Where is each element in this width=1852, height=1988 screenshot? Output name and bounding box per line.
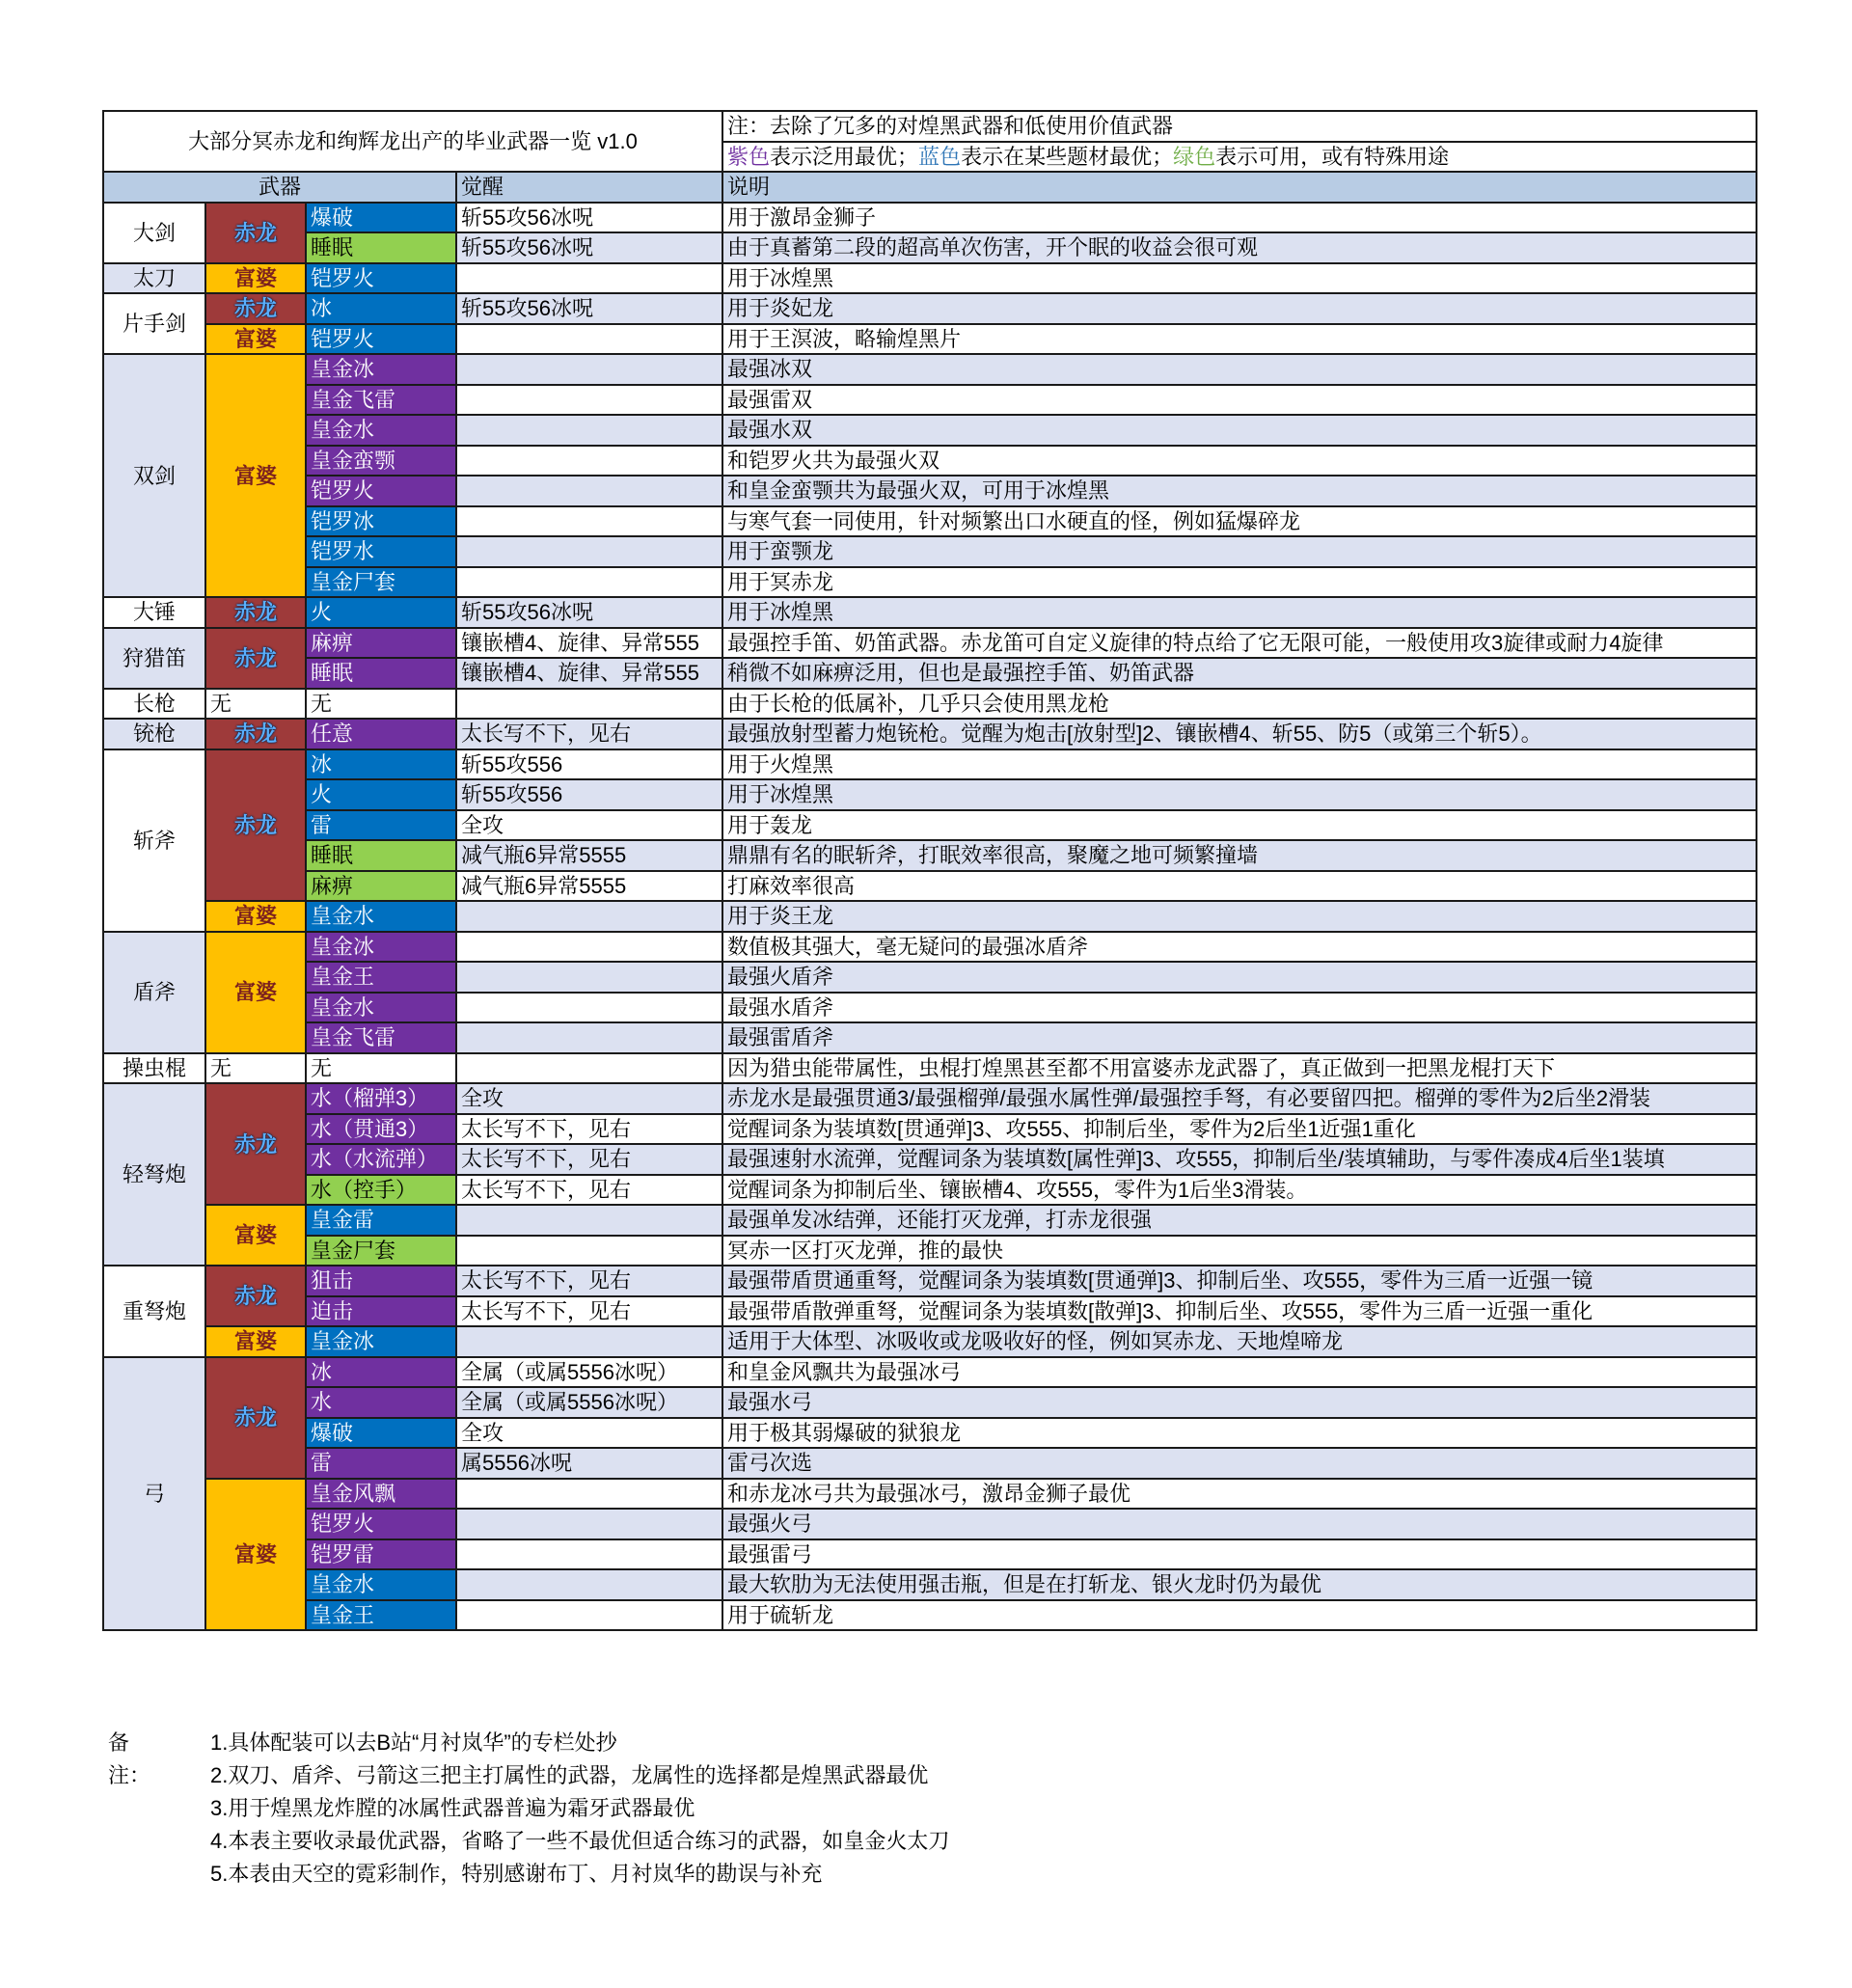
description-cell: 用于激昂金狮子 (722, 203, 1757, 233)
legend-purple-text: 表示泛用最优； (770, 144, 919, 169)
awakening-cell (456, 263, 722, 294)
awakening-cell: 减气瓶6异常5555 (456, 871, 722, 902)
weapon-type-cell: 操虫棍 (103, 1053, 205, 1084)
weapon-row (103, 901, 1757, 932)
column-header-awakening: 觉醒 (456, 172, 722, 203)
weapon-row (103, 1114, 1757, 1145)
description-cell: 用于冰煌黑 (722, 263, 1757, 294)
description-cell: 最强水弓 (722, 1387, 1757, 1418)
element-cell: 冰 (306, 293, 456, 324)
weapon-row (103, 1236, 1757, 1266)
description-cell: 最强雷盾斧 (722, 1022, 1757, 1053)
weapon-row (103, 476, 1757, 506)
element-cell: 麻痹 (306, 628, 456, 659)
weapon-row (103, 1539, 1757, 1570)
description-cell: 由于长枪的低属补，几乎只会使用黑龙枪 (722, 689, 1757, 720)
description-cell: 用于硫斩龙 (722, 1600, 1757, 1631)
source-cell: 无 (205, 1053, 306, 1084)
description-cell: 鼎鼎有名的眠斩斧，打眠效率很高，聚魔之地可频繁撞墙 (722, 840, 1757, 871)
awakening-cell: 镶嵌槽4、旋律、异常555 (456, 658, 722, 689)
source-cell: 富婆 (205, 932, 306, 1053)
element-cell: 雷 (306, 810, 456, 841)
element-cell: 爆破 (306, 203, 456, 233)
element-cell: 皇金水 (306, 415, 456, 446)
description-cell: 和赤龙冰弓共为最强冰弓，激昂金狮子最优 (722, 1479, 1757, 1510)
description-cell: 最强带盾贯通重弩，觉醒词条为装填数[贯通弹]3、抑制后坐、攻555，零件为三盾一近强一镜 (722, 1266, 1757, 1296)
awakening-cell (456, 1569, 722, 1600)
description-cell: 用于极其弱爆破的狱狼龙 (722, 1418, 1757, 1449)
weapon-row (103, 993, 1757, 1023)
element-cell: 皇金水 (306, 1569, 456, 1600)
source-cell: 富婆 (205, 1205, 306, 1266)
weapon-type-cell: 重弩炮 (103, 1266, 205, 1357)
legend-purple-word: 紫色 (727, 144, 771, 169)
awakening-cell (456, 1479, 722, 1510)
awakening-cell: 全属（或属5556冰呪） (456, 1357, 722, 1388)
weapon-row (103, 628, 1757, 659)
awakening-cell (456, 901, 722, 932)
awakening-cell (456, 689, 722, 720)
awakening-cell (456, 1236, 722, 1266)
column-header-weapon: 武器 (103, 172, 456, 203)
description-cell: 赤龙水是最强贯通3/最强榴弹/最强水属性弹/最强控手弩，有必要留四把。榴弹的零件为2后坐2滑装 (722, 1083, 1757, 1114)
weapon-row (103, 1509, 1757, 1539)
weapon-row (103, 567, 1757, 598)
element-cell: 睡眠 (306, 658, 456, 689)
element-cell: 皇金风飘 (306, 1479, 456, 1510)
description-cell: 最强火盾斧 (722, 962, 1757, 993)
weapon-type-cell: 狩猎笛 (103, 628, 205, 689)
weapon-row (103, 1326, 1757, 1357)
awakening-cell (456, 385, 722, 416)
weapon-row (103, 1205, 1757, 1236)
description-cell: 适用于大体型、冰吸收或龙吸收好的怪，例如冥赤龙、天地煌啼龙 (722, 1326, 1757, 1357)
description-cell: 与寒气套一同使用，针对频繁出口水硬直的怪，例如猛爆碎龙 (722, 506, 1757, 537)
element-cell: 铠罗火 (306, 1509, 456, 1539)
weapon-row (103, 263, 1757, 294)
awakening-cell (456, 476, 722, 506)
element-cell: 雷 (306, 1448, 456, 1479)
source-cell: 富婆 (205, 263, 306, 294)
weapon-row (103, 385, 1757, 416)
awakening-cell: 全攻 (456, 810, 722, 841)
color-legend (722, 142, 1757, 173)
source-cell: 赤龙 (205, 1357, 306, 1479)
description-cell: 用于炎妃龙 (722, 293, 1757, 324)
awakening-cell (456, 324, 722, 355)
awakening-cell (456, 567, 722, 598)
element-cell: 铠罗水 (306, 536, 456, 567)
awakening-cell (456, 536, 722, 567)
column-header-description: 说明 (722, 172, 1757, 203)
weapon-row (103, 871, 1757, 902)
description-cell: 用于轰龙 (722, 810, 1757, 841)
element-cell: 迫击 (306, 1296, 456, 1327)
weapon-row (103, 1266, 1757, 1296)
footnote-label: 备注： (108, 1730, 151, 1787)
weapon-row (103, 810, 1757, 841)
element-cell: 皇金冰 (306, 1326, 456, 1357)
weapon-type-cell: 斩斧 (103, 749, 205, 932)
awakening-cell: 斩55攻56冰呪 (456, 597, 722, 628)
description-cell: 稍微不如麻痹泛用，但也是最强控手笛、奶笛武器 (722, 658, 1757, 689)
source-cell: 富婆 (205, 1326, 306, 1357)
weapon-sheet (102, 110, 1756, 1631)
element-cell: 狙击 (306, 1266, 456, 1296)
awakening-cell: 斩55攻556 (456, 749, 722, 780)
weapon-row (103, 1053, 1757, 1084)
awakening-cell: 全属（或属5556冰呪） (456, 1387, 722, 1418)
footnote-item: 3.用于煌黑龙炸膛的冰属性武器普遍为霜牙武器最优 (210, 1796, 695, 1820)
weapon-row (103, 840, 1757, 871)
weapon-row (103, 597, 1757, 628)
element-cell: 水（榴弹3） (306, 1083, 456, 1114)
element-cell: 无 (306, 689, 456, 720)
element-cell: 皇金冰 (306, 354, 456, 385)
weapon-row (103, 1600, 1757, 1631)
element-cell: 铠罗火 (306, 324, 456, 355)
weapon-row (103, 324, 1757, 355)
source-cell: 赤龙 (205, 628, 306, 689)
footnote-item: 1.具体配装可以去B站“月衬岚华”的专栏处抄 (210, 1730, 617, 1755)
element-cell: 麻痹 (306, 871, 456, 902)
weapon-row (103, 689, 1757, 720)
element-cell: 水（控手） (306, 1175, 456, 1206)
source-cell: 富婆 (205, 354, 306, 597)
awakening-cell: 镶嵌槽4、旋律、异常555 (456, 628, 722, 659)
weapon-row (103, 1569, 1757, 1600)
weapon-row (103, 1387, 1757, 1418)
weapon-row (103, 1448, 1757, 1479)
awakening-cell: 太长写不下，见右 (456, 1296, 722, 1327)
awakening-cell (456, 446, 722, 477)
weapon-row (103, 446, 1757, 477)
weapon-type-cell: 长枪 (103, 689, 205, 720)
element-cell: 皇金王 (306, 1600, 456, 1631)
weapon-row (103, 354, 1757, 385)
legend-green-word: 绿色 (1173, 144, 1216, 169)
awakening-cell (456, 1600, 722, 1631)
weapon-type-cell: 弓 (103, 1357, 205, 1631)
weapon-row (103, 203, 1757, 233)
weapon-row (103, 749, 1757, 780)
weapon-row (103, 1175, 1757, 1206)
awakening-cell (456, 1509, 722, 1539)
description-cell: 和铠罗火共为最强火双 (722, 446, 1757, 477)
description-cell: 冥赤一区打灭龙弹，推的最快 (722, 1236, 1757, 1266)
footnote-item: 2.双刀、盾斧、弓箭这三把主打属性的武器，龙属性的选择都是煌黑武器最优 (210, 1763, 929, 1787)
source-cell: 富婆 (205, 901, 306, 932)
description-cell: 用于冰煌黑 (722, 597, 1757, 628)
awakening-cell (456, 932, 722, 963)
description-cell: 最强水盾斧 (722, 993, 1757, 1023)
description-cell: 和皇金风飘共为最强冰弓 (722, 1357, 1757, 1388)
description-cell: 打麻效率很高 (722, 871, 1757, 902)
weapon-row (103, 1418, 1757, 1449)
description-cell: 觉醒词条为抑制后坐、镶嵌槽4、攻555，零件为1后坐3滑装。 (722, 1175, 1757, 1206)
element-cell: 冰 (306, 749, 456, 780)
legend-blue-word: 蓝色 (918, 144, 962, 169)
description-cell: 最强带盾散弹重弩，觉醒词条为装填数[散弹]3、抑制后坐、攻555，零件为三盾一近强一重化 (722, 1296, 1757, 1327)
source-cell: 赤龙 (205, 1266, 306, 1326)
awakening-cell: 斩55攻56冰呪 (456, 232, 722, 263)
awakening-cell (456, 1205, 722, 1236)
description-cell: 最强控手笛、奶笛武器。赤龙笛可自定义旋律的特点给了它无限可能，一般使用攻3旋律或耐力4旋律 (722, 628, 1757, 659)
sheet-title: 大部分冥赤龙和绚辉龙出产的毕业武器一览 v1.0 (103, 111, 722, 172)
description-cell: 雷弓次选 (722, 1448, 1757, 1479)
legend-blue-text: 表示在某些题材最优； (961, 144, 1174, 169)
element-cell: 皇金飞雷 (306, 385, 456, 416)
weapon-type-cell: 铳枪 (103, 719, 205, 749)
description-cell: 用于炎王龙 (722, 901, 1757, 932)
weapon-row (103, 506, 1757, 537)
description-cell: 最强冰双 (722, 354, 1757, 385)
element-cell: 铠罗火 (306, 476, 456, 506)
awakening-cell (456, 1539, 722, 1570)
footnote-item: 5.本表由天空的霓彩制作，特别感谢布丁、月衬岚华的勘误与补充 (210, 1862, 823, 1886)
element-cell: 皇金王 (306, 962, 456, 993)
weapon-row (103, 232, 1757, 263)
weapon-row (103, 1083, 1757, 1114)
awakening-cell (456, 993, 722, 1023)
weapon-row (103, 658, 1757, 689)
element-cell: 皇金水 (306, 901, 456, 932)
description-cell: 最强雷弓 (722, 1539, 1757, 1570)
source-cell: 富婆 (205, 324, 306, 355)
awakening-cell (456, 354, 722, 385)
source-cell: 赤龙 (205, 749, 306, 902)
element-cell: 火 (306, 779, 456, 810)
element-cell: 铠罗雷 (306, 1539, 456, 1570)
weapon-row (103, 1022, 1757, 1053)
element-cell: 皇金蛮颚 (306, 446, 456, 477)
weapon-row (103, 1479, 1757, 1510)
description-cell: 由于真蓄第二段的超高单次伤害，开个眠的收益会很可观 (722, 232, 1757, 263)
source-cell: 富婆 (205, 1479, 306, 1631)
awakening-cell (456, 1053, 722, 1084)
description-cell: 觉醒词条为装填数[贯通弹]3、攻555、抑制后坐，零件为2后坐1近强1重化 (722, 1114, 1757, 1145)
source-cell: 赤龙 (205, 203, 306, 263)
awakening-cell: 斩55攻556 (456, 779, 722, 810)
element-cell: 铠罗冰 (306, 506, 456, 537)
weapon-type-cell: 盾斧 (103, 932, 205, 1053)
weapon-row (103, 1296, 1757, 1327)
description-cell: 用于冥赤龙 (722, 567, 1757, 598)
element-cell: 水 (306, 1387, 456, 1418)
awakening-cell: 斩55攻56冰呪 (456, 203, 722, 233)
weapon-type-cell: 轻弩炮 (103, 1083, 205, 1266)
element-cell: 睡眠 (306, 232, 456, 263)
description-cell: 最强火弓 (722, 1509, 1757, 1539)
description-cell: 最强雷双 (722, 385, 1757, 416)
element-cell: 皇金尸套 (306, 1236, 456, 1266)
element-cell: 冰 (306, 1357, 456, 1388)
source-cell: 赤龙 (205, 597, 306, 628)
element-cell: 火 (306, 597, 456, 628)
element-cell: 水（水流弹） (306, 1144, 456, 1175)
element-cell: 皇金雷 (306, 1205, 456, 1236)
awakening-cell (456, 962, 722, 993)
weapon-row (103, 293, 1757, 324)
element-cell: 皇金飞雷 (306, 1022, 456, 1053)
element-cell: 皇金水 (306, 993, 456, 1023)
awakening-cell: 全攻 (456, 1083, 722, 1114)
weapon-type-cell: 双剑 (103, 354, 205, 597)
weapon-table (102, 110, 1757, 1631)
element-cell: 皇金冰 (306, 932, 456, 963)
element-cell: 睡眠 (306, 840, 456, 871)
description-cell: 用于蛮颚龙 (722, 536, 1757, 567)
description-cell: 最强放射型蓄力炮铳枪。觉醒为炮击[放射型]2、镶嵌槽4、斩55、防5（或第三个斩5）。 (722, 719, 1757, 749)
weapon-row (103, 1357, 1757, 1388)
weapon-type-cell: 太刀 (103, 263, 205, 294)
weapon-row (103, 719, 1757, 749)
awakening-cell: 太长写不下，见右 (456, 719, 722, 749)
weapon-row (103, 932, 1757, 963)
footnote-item: 4.本表主要收录最优武器，省略了一些不最优但适合练习的武器，如皇金火太刀 (210, 1829, 950, 1853)
weapon-row (103, 415, 1757, 446)
awakening-cell (456, 415, 722, 446)
weapon-row (103, 1144, 1757, 1175)
description-cell: 最大软肋为无法使用强击瓶，但是在打斩龙、银火龙时仍为最优 (722, 1569, 1757, 1600)
description-cell: 用于王溟波，略输煌黑片 (722, 324, 1757, 355)
awakening-cell (456, 1022, 722, 1053)
description-cell: 用于冰煌黑 (722, 779, 1757, 810)
awakening-cell: 太长写不下，见右 (456, 1175, 722, 1206)
awakening-cell: 全攻 (456, 1418, 722, 1449)
description-cell: 最强单发冰结弹，还能打灭龙弹，打赤龙很强 (722, 1205, 1757, 1236)
note-line: 注：去除了冗多的对煌黑武器和低使用价值武器 (722, 111, 1757, 142)
awakening-cell (456, 506, 722, 537)
element-cell: 水（贯通3） (306, 1114, 456, 1145)
awakening-cell: 属5556冰呪 (456, 1448, 722, 1479)
weapon-row (103, 536, 1757, 567)
description-cell: 用于火煌黑 (722, 749, 1757, 780)
weapon-type-cell: 大剑 (103, 203, 205, 263)
awakening-cell: 减气瓶6异常5555 (456, 840, 722, 871)
weapon-type-cell: 大锤 (103, 597, 205, 628)
weapon-type-cell: 片手剑 (103, 293, 205, 354)
awakening-cell: 太长写不下，见右 (456, 1266, 722, 1296)
awakening-cell: 太长写不下，见右 (456, 1114, 722, 1145)
legend-green-text: 表示可用，或有特殊用途 (1215, 144, 1450, 169)
description-cell: 数值极其强大，毫无疑问的最强冰盾斧 (722, 932, 1757, 963)
awakening-cell: 斩55攻56冰呪 (456, 293, 722, 324)
element-cell: 皇金尸套 (306, 567, 456, 598)
element-cell: 任意 (306, 719, 456, 749)
source-cell: 赤龙 (205, 293, 306, 324)
source-cell: 无 (205, 689, 306, 720)
awakening-cell: 太长写不下，见右 (456, 1144, 722, 1175)
description-cell: 和皇金蛮颚共为最强火双，可用于冰煌黑 (722, 476, 1757, 506)
description-cell: 因为猎虫能带属性，虫棍打煌黑甚至都不用富婆赤龙武器了，真正做到一把黑龙棍打天下 (722, 1053, 1757, 1084)
element-cell: 铠罗火 (306, 263, 456, 294)
weapon-row (103, 779, 1757, 810)
source-cell: 赤龙 (205, 719, 306, 749)
source-cell: 赤龙 (205, 1083, 306, 1205)
element-cell: 爆破 (306, 1418, 456, 1449)
description-cell: 最强水双 (722, 415, 1757, 446)
element-cell: 无 (306, 1053, 456, 1084)
weapon-row (103, 962, 1757, 993)
description-cell: 最强速射水流弹，觉醒词条为装填数[属性弹]3、攻555，抑制后坐/装填辅助，与零件凑成4后坐1装填 (722, 1144, 1757, 1175)
awakening-cell (456, 1326, 722, 1357)
